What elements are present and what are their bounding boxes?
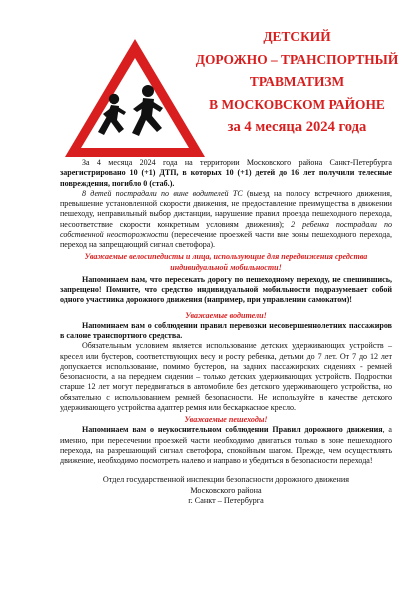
causes-children-lead: 2 ребенка пострадали по собственной неосторожности bbox=[60, 219, 392, 239]
pedestrians-heading: Уважаемые пешеходы! bbox=[184, 415, 268, 424]
title-line: ТРАВМАТИЗМ bbox=[249, 74, 345, 89]
children-crossing-sign-icon bbox=[62, 36, 208, 160]
cyclists-heading: Уважаемые велосипедисты и лица, использующие для передвижения средства индивидуальной мобильности! bbox=[84, 252, 368, 272]
title-line: В МОСКОВСКОМ РАЙОНЕ bbox=[209, 96, 385, 112]
signature-line: Московского района bbox=[190, 485, 262, 495]
page-title bbox=[190, 26, 404, 139]
causes-drivers-lead: 8 детей пострадали по вине водителей ТС bbox=[82, 188, 243, 198]
pedestrians-paragraph bbox=[60, 425, 392, 466]
document-body bbox=[60, 158, 392, 506]
pedestrians-lead: Напоминаем вам о неукоснительном соблюдении Правил дорожного движения bbox=[82, 425, 383, 435]
stats-paragraph bbox=[60, 158, 392, 189]
causes-drivers-text: (выезд на полосу встречного движения, превышение установленной скорости движения, не предоставление преимущества в движении пешеходу, неправильный выбор дистанции, нарушение правил проезда пешеходного перехода, несоответствие скорости конкретным условиям движения); bbox=[60, 188, 392, 229]
drivers-reminder: Напоминаем вам о соблюдении правил перевозки несовершеннолетних пассажиров в салоне транспортного средства. bbox=[60, 320, 392, 340]
cyclists-reminder: Напоминаем вам, что пересекать дорогу по пешеходному переходу, не спешившись, запрещено! Помните, что средство индивидуальной мобильности подразумевает собой одного участника дорожного движения (например, при управлении самокатом)! bbox=[60, 274, 392, 305]
stats-highlight: зарегистрировано 10 (+1) ДТП, в которых 10 (+1) детей до 16 лет получили телесные повреждения, погибло 0 (стаб.). bbox=[60, 168, 392, 188]
signature-line: Отдел государственной инспекции безопасности дорожного движения bbox=[102, 475, 350, 485]
causes-paragraph bbox=[60, 189, 392, 251]
stats-intro: За 4 месяца 2024 года на территории Московского района Санкт-Петербурга bbox=[82, 158, 392, 167]
causes-children-text: (пересечение проезжей части вне зоны пешеходного перехода, переход на запрещающий сигнал светофора). bbox=[60, 229, 392, 249]
signature-line: г. Санкт – Петербурга bbox=[188, 496, 264, 506]
title-line: за 4 месяца 2024 года bbox=[227, 119, 367, 135]
pedestrians-text: , а именно, при пересечении проезжей части необходимо двигаться только в зоне пешеходного перехода, на разрешающий сигнал светофора, спокойным шагом. Прежде, чем осуществлять движение, необходимо посмотреть налево и направо и убедиться в безопасности перехода! bbox=[60, 425, 392, 465]
title-line: ДЕТСКИЙ bbox=[263, 29, 331, 44]
signature-block bbox=[60, 475, 392, 506]
child-seat-paragraph: Обязательным условием является использование детских удерживающих устройств – кресел или бустеров, соответствующих весу и росту ребенка, детьми до 7 лет. От 7 до 12 лет допускается использование, помимо бустеров, на задних пассажирских сидениях - ремней безопасности, а на переднем сидении – только детских удерживающих устройств. Подростки старше 12 лет могут передвигаться в автомобиле без детского удерживающего устройства, но обязательно с использованием ремней безопасности. Не используйте в качестве детского удерживающего устройства адаптер ремня или бескаркасное кресло. bbox=[60, 341, 392, 412]
title-line: ДОРОЖНО – ТРАНСПОРТНЫЙ bbox=[195, 51, 399, 67]
drivers-heading: Уважаемые водители! bbox=[185, 310, 267, 320]
